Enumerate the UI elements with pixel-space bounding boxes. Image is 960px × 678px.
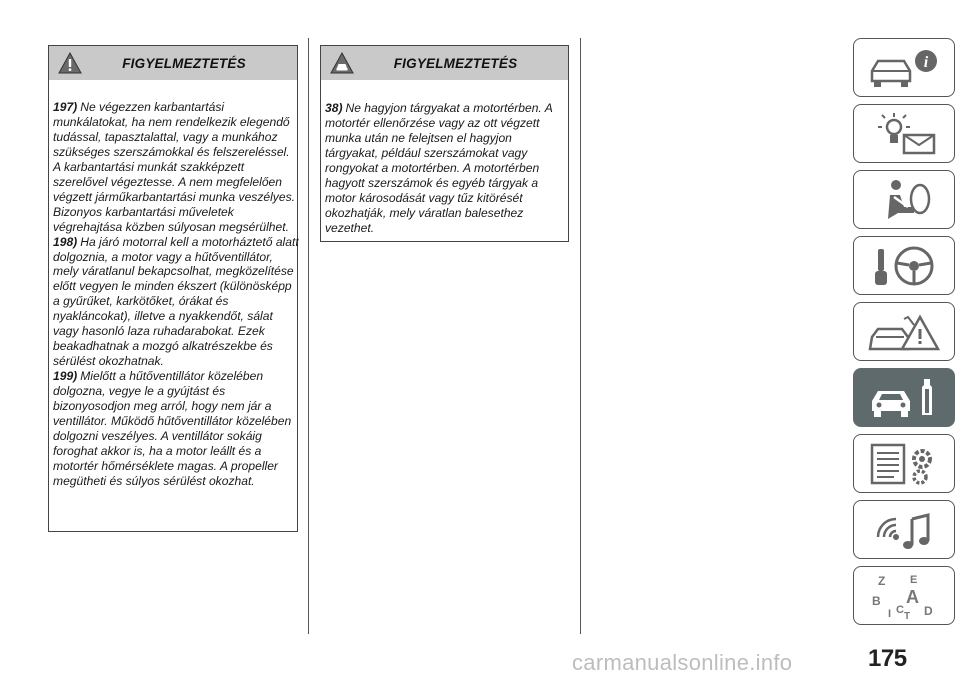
index-letters-icon (864, 571, 944, 621)
car-info-icon (864, 45, 944, 91)
warning-title-right: FIGYELMEZTETÉS (393, 55, 518, 71)
svg-text:C: C (896, 603, 904, 616)
svg-text:E: E (910, 573, 918, 586)
dashboard-lights-icon (864, 111, 944, 157)
page-number: 175 (868, 645, 907, 672)
warning-triangle-icon (49, 46, 91, 80)
svg-text:A: A (906, 586, 919, 607)
warning-body-right (325, 101, 567, 236)
svg-text:T: T (904, 610, 911, 621)
svg-text:Z: Z (878, 573, 886, 588)
tab-airbag-seat[interactable] (853, 170, 955, 229)
warning-header-left (49, 46, 297, 80)
svg-text:i: i (923, 53, 929, 71)
car-maintenance-icon (864, 375, 944, 421)
warning-body-left (53, 100, 299, 489)
tab-steering-key[interactable] (853, 236, 955, 295)
warning-item: 199) Mielőtt a hűtőventillátor közelében dolgozna, vegye le a gyújtást és bizonyosodjon meg arról, hogy nem jár a ventillátor. Működő hűtőventillátor közelében dolgozni veszélyes. A ventillátor sokáig foroghat akkor is, ha a motor leállt és a motortér hőmérséklete magas. A propeller megütheti és súlyos sérülést okozhat. (53, 369, 292, 488)
warning-item: 198) Ha járó motorral kell a motorháztető alatt dolgoznia, a motor vagy a hűtőventillátor, mely váratlanul bekapcsolhat, megközelítése előtt vegyen le minden ékszert (különösképp a gyűrűket, karkötőket, órákat és nyakláncokat), illetve a nyakkendőt, sálat vagy hasonló laza ruhadarabokat. Ezek beakadhatnak a mozgó alkatrészekbe és sérülést okozhatnak. (53, 234, 299, 369)
tab-multimedia[interactable] (853, 500, 955, 559)
warning-item: 197) Ne végezzen karbantartási munkálatokat, ha nem rendelkezik elegendő tudással, tapasztalattal, vagy a munkához szükséges szerszámokkal és felszereléssel. A karbantartási munkát szakképzett szerelővel végeztesse. A nem megfelelően végzett járműkarbantartási munka veszélyes. Bizonyos karbantartási műveletek végrehajtása közben súlyosan megsérülhet. (53, 100, 295, 234)
svg-text:B: B (872, 593, 881, 608)
steering-key-icon (864, 243, 944, 289)
airbag-seat-icon (864, 177, 944, 223)
watermark: carmanualsonline.info (572, 650, 793, 675)
svg-text:D: D (924, 603, 933, 618)
warning-box-right (320, 45, 569, 242)
tab-dashboard-lights[interactable] (853, 104, 955, 163)
tab-emergency[interactable] (853, 302, 955, 361)
warning-title-left: FIGYELMEZTETÉS (122, 55, 246, 71)
warning-item: 38) Ne hagyjon tárgyakat a motortérben. A motortér ellenőrzése vagy az ott végzett munka után ne felejtsen el hagyjon tárgyakat, például szerszámokat vagy rongyokat a motortérben. A motortérben hagyott szerszámok és egyéb tárgyak a motor károsodását vagy tűz kitörését okozhatják, mely váratlan balesethez vezethet. (325, 101, 553, 235)
emergency-triangle-icon (864, 309, 944, 355)
tab-car-maintenance[interactable] (853, 368, 955, 427)
column-divider-right (580, 38, 581, 634)
tab-specs[interactable] (853, 434, 955, 493)
svg-text:I: I (888, 607, 892, 620)
tab-car-info[interactable] (853, 38, 955, 97)
warning-box-left (48, 45, 298, 532)
tab-index[interactable] (853, 566, 955, 625)
multimedia-icon (864, 507, 944, 553)
column-divider-left (308, 38, 309, 634)
specs-gears-icon (864, 441, 944, 487)
warning-header-right (321, 46, 568, 80)
car-hood-warning-icon (321, 46, 363, 80)
